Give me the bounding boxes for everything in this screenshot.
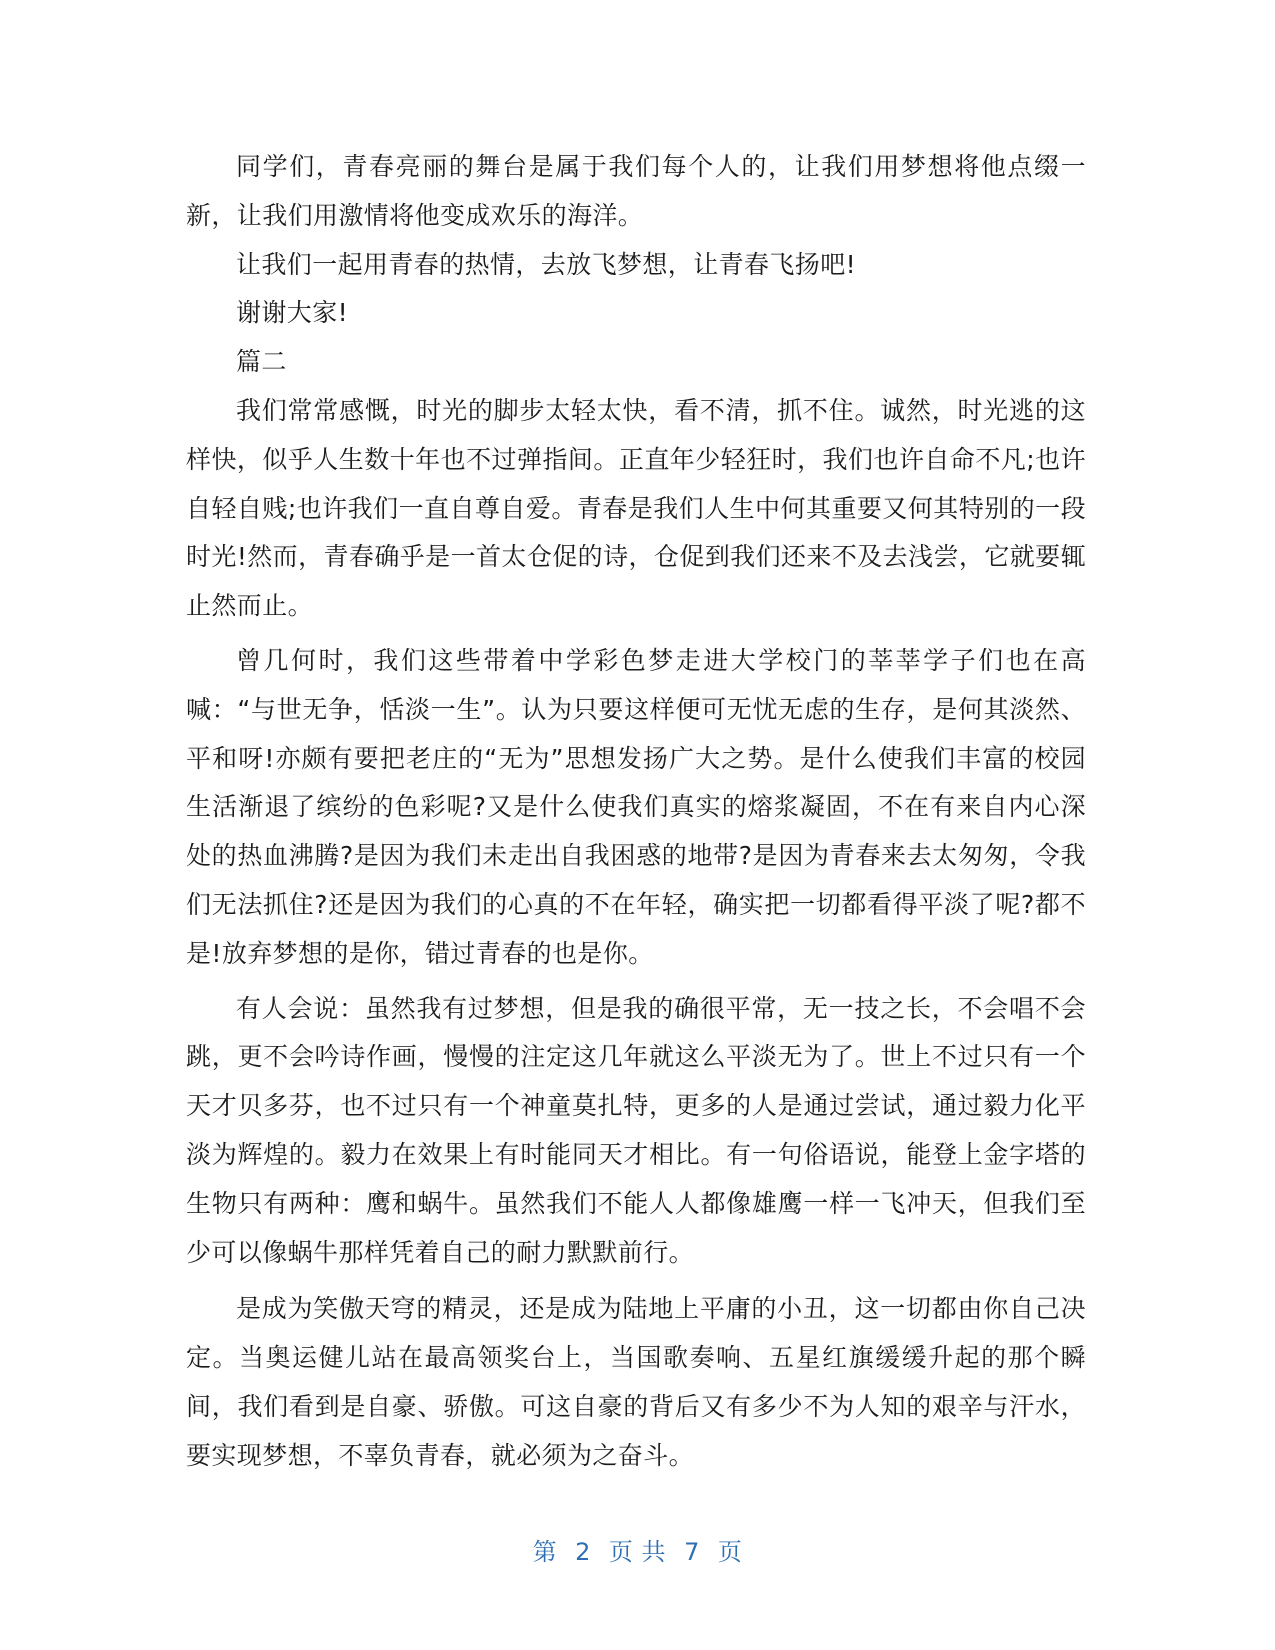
paragraph-6: 有人会说：虽然我有过梦想，但是我的确很平常，无一技之长，不会唱不会跳，更不会吟诗作画，慢慢的注定这几年就这么平淡无为了。世上不过只有一个天才贝多芬，也不过只有一个神童莫扎特，更多的人是通过尝试，通过毅力化平淡为辉煌的。毅力在效果上有时能同天才相比。有一句俗语说，能登上金字塔的生物只有两种：鹰和蜗牛。虽然我们不能人人都像雄鹰一样一飞冲天，但我们至少可以像蜗牛那样凭着自己的耐力默默前行。: [186, 993, 1086, 1267]
paragraph-1: 同学们，青春亮丽的舞台是属于我们每个人的，让我们用梦想将他点缀一新，让我们用激情将他变成欢乐的海洋。: [186, 152, 1086, 230]
footer-page-number: 2: [575, 1538, 591, 1566]
paragraph-5: 曾几何时，我们这些带着中学彩色梦走进大学校门的莘莘学子们也在高喊：“与世无争，恬淡一生”。认为只要这样便可无忧无虑的生存，是何其淡然、平和呀!亦颇有要把老庄的“无为”思想发扬广大之势。是什么使我们丰富的校园生活渐退了缤纷的色彩呢?又是什么使我们真实的熔浆凝固，不在有来自内心深处的热血沸腾?是因为我们未走出自我困惑的地带?是因为青春来去太匆匆，令我们无法抓住?还是因为我们的心真的不在年轻，确实把一切都看得平淡了呢?都不是!放弃梦想的是你，错过青春的也是你。: [186, 645, 1086, 968]
page-footer: [0, 1532, 1275, 1567]
paragraph-4: 我们常常感慨，时光的脚步太轻太快，看不清，抓不住。诚然，时光逃的这样快，似乎人生数十年也不过弹指间。正直年少轻狂时，我们也许自命不凡;也许自轻自贱;也许我们一直自尊自爱。青春是我们人生中何其重要又何其特别的一段时光!然而，青春确乎是一首太仓促的诗，仓促到我们还来不及去浅尝，它就要辄止然而止。: [186, 395, 1086, 621]
footer-suffix: 页: [717, 1538, 743, 1566]
paragraph-7: 是成为笑傲天穹的精灵，还是成为陆地上平庸的小丑，这一切都由你自己决定。当奥运健儿站在最高领奖台上，当国歌奏响、五星红旗缓缓升起的那个瞬间，我们看到是自豪、骄傲。可这自豪的背后又有多少不为人知的艰辛与汗水，要实现梦想，不辜负青春，就必须为之奋斗。: [186, 1294, 1086, 1470]
section-heading: 篇二: [236, 347, 287, 377]
paragraph-3: 谢谢大家!: [236, 298, 349, 328]
paragraph-2: 让我们一起用青春的热情，去放飞梦想，让青春飞扬吧!: [236, 249, 857, 279]
document-body: [186, 143, 1086, 1481]
footer-total-pages: 7: [684, 1538, 700, 1566]
footer-prefix: 第: [532, 1538, 558, 1566]
footer-mid: 页 共: [608, 1538, 667, 1566]
